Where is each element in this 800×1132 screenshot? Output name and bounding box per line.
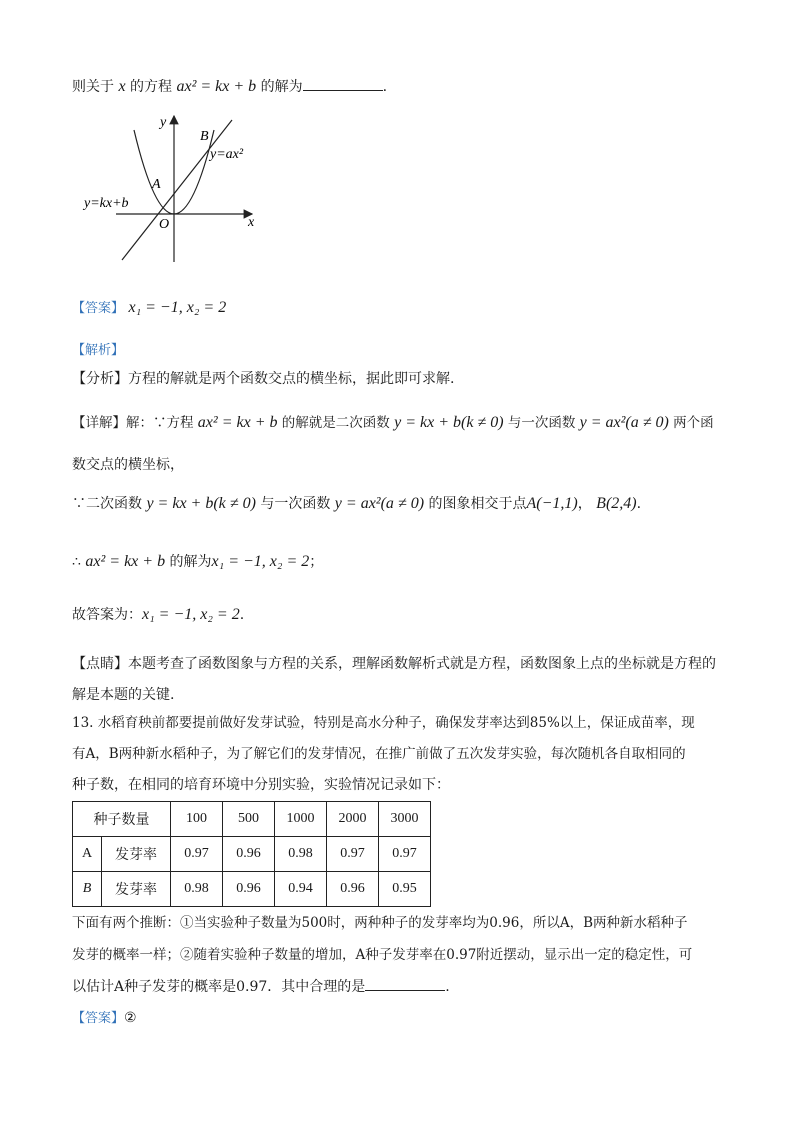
detail-text: ； — [309, 554, 324, 570]
detail-text: 故答案为： — [72, 607, 142, 623]
fenxi-line — [72, 369, 454, 389]
q13-text: . — [445, 979, 450, 995]
detail-math: y = ax²(a ≠ 0) — [579, 414, 669, 431]
detail-text: ∵二次函数 — [72, 496, 142, 512]
detail-text: 两个函 — [673, 415, 714, 431]
answer-blank — [303, 76, 383, 91]
q12-equation: ax² = kx + b — [176, 78, 257, 95]
table-cell: 0.96 — [327, 872, 379, 907]
answer-tag: 【答案】 — [72, 301, 125, 316]
dianjing-line-2 — [72, 685, 174, 705]
detail-math: ax² = kx + b — [85, 553, 166, 570]
table-row-metric: 发芽率 — [102, 872, 171, 907]
table-cell: 0.98 — [171, 872, 223, 907]
q12-suffix: 的解为 — [260, 79, 303, 95]
table-cell: 0.98 — [275, 837, 327, 872]
q12-prompt — [72, 76, 387, 97]
detail-text: ∴ — [72, 554, 81, 570]
q13-after-1 — [72, 913, 688, 933]
label-point-a: A — [152, 177, 161, 192]
detail-text: 与一次函数 — [507, 415, 576, 431]
q12-mid: 的方程 — [130, 79, 173, 95]
dianjing-text: 本题考查了函数图象与方程的关系，理解函数解析式就是方程，函数图象上点的坐标就是方程的 — [128, 656, 716, 672]
detail-line-2 — [72, 455, 184, 475]
detail-line-1 — [72, 413, 714, 433]
detail-line-3 — [72, 494, 641, 514]
table-row-label: A — [73, 837, 102, 872]
detail-line-5 — [72, 605, 244, 625]
function-graph — [76, 110, 276, 270]
q13-text: 发芽的概率一样；②随着实验种子数量的增加，A种子发芽率在0.97附近摆动，显示出一定的稳定性，可 — [72, 947, 693, 963]
q13-line-2 — [72, 744, 686, 764]
dianjing-text: 解是本题的关键. — [72, 687, 175, 703]
detail-text: ， — [577, 496, 592, 512]
table-row — [73, 872, 431, 907]
detail-text: 的解就是二次函数 — [281, 415, 390, 431]
table-header-cell: 3000 — [379, 802, 431, 837]
table-header-row — [73, 802, 431, 837]
q13-text: 种子数，在相同的培育环境中分别实验，实验情况记录如下： — [72, 777, 450, 793]
detail-math: y = ax²(a ≠ 0) — [334, 495, 425, 512]
analysis-tag: 【解析】 — [72, 343, 125, 358]
answer-blank — [365, 976, 445, 991]
detail-tag: 【详解】 — [72, 415, 126, 431]
table-header-cell: 100 — [171, 802, 223, 837]
fenxi-tag: 【分析】 — [72, 371, 128, 387]
dianjing-tag: 【点睛】 — [72, 656, 128, 672]
detail-text: 数交点的横坐标， — [72, 457, 184, 473]
table-cell: 0.97 — [171, 837, 223, 872]
label-line: y=kx+b — [84, 196, 129, 211]
table-header-cell: 2000 — [327, 802, 379, 837]
q13-line-1 — [72, 713, 695, 733]
q12-end: . — [382, 79, 388, 95]
table-cell: 0.97 — [379, 837, 431, 872]
table-cell: 0.95 — [379, 872, 431, 907]
q13-text: 13. 水稻育秧前都要提前做好发芽试验，特别是高水分种子，确保发芽率达到85%以上，保证成苗率，现 — [72, 715, 695, 731]
table-cell: 0.96 — [223, 872, 275, 907]
q13-text: 有A，B两种新水稻种子，为了解它们的发芽情况，在推广前做了五次发芽实验，每次随机各自取相同的 — [72, 746, 686, 762]
table-cell: 0.97 — [327, 837, 379, 872]
q13-after-3 — [72, 976, 450, 997]
answer-2 — [72, 1008, 137, 1029]
detail-text: . — [636, 496, 642, 512]
table-cell: 0.94 — [275, 872, 327, 907]
detail-math: y = kx + b(k ≠ 0) — [394, 414, 504, 431]
dianjing-line-1 — [72, 654, 716, 674]
line-curve — [122, 120, 232, 260]
table-cell: 0.96 — [223, 837, 275, 872]
label-point-b: B — [200, 129, 209, 144]
table-row-metric: 发芽率 — [102, 837, 171, 872]
detail-text: 的解为 — [169, 554, 212, 570]
q12-var: x — [118, 78, 126, 95]
q13-text: 下面有两个推断：①当实验种子数量为500时，两种种子的发芽率均为0.96，所以A，B两种新水稻种子 — [72, 915, 688, 931]
label-x: x — [248, 215, 255, 230]
detail-text: . — [239, 607, 245, 623]
detail-math: y = kx + b(k ≠ 0) — [146, 495, 256, 512]
table-row-label: B — [73, 872, 102, 907]
fenxi-text: 方程的解就是两个函数交点的横坐标，据此即可求解. — [128, 371, 455, 387]
answer-text: x₁ = −1, x₂ = 2 — [128, 299, 227, 316]
table-header-cell: 种子数量 — [73, 802, 171, 837]
q13-text: 以估计A种子发芽的概率是0.97．其中合理的是 — [72, 979, 366, 995]
detail-text: 与一次函数 — [260, 496, 331, 512]
answer-tag: 【答案】 — [72, 1011, 125, 1026]
table-header-cell: 1000 — [275, 802, 327, 837]
detail-math: x₁ = −1, x₂ = 2 — [142, 606, 240, 623]
detail-text: 的图象相交于点 — [428, 496, 527, 512]
q12-prefix: 则关于 — [72, 79, 114, 95]
q13-after-2 — [72, 945, 692, 965]
label-y: y — [160, 115, 167, 130]
analysis-heading — [72, 340, 124, 361]
detail-line-4 — [72, 552, 323, 572]
answer-text: ② — [124, 1010, 137, 1026]
point-a-coords: A(−1,1) — [526, 495, 578, 512]
label-origin: O — [159, 217, 170, 232]
q13-line-3 — [72, 775, 450, 795]
answer-1 — [72, 298, 226, 319]
point-b-coords: B(2,4) — [596, 495, 637, 512]
table-row — [73, 837, 431, 872]
label-parabola: y=ax² — [210, 147, 244, 162]
germination-table — [72, 801, 431, 907]
detail-text: 解：∵方程 — [126, 415, 194, 431]
table-header-cell: 500 — [223, 802, 275, 837]
detail-math: x₁ = −1, x₂ = 2 — [211, 553, 310, 570]
detail-math: ax² = kx + b — [197, 414, 278, 431]
